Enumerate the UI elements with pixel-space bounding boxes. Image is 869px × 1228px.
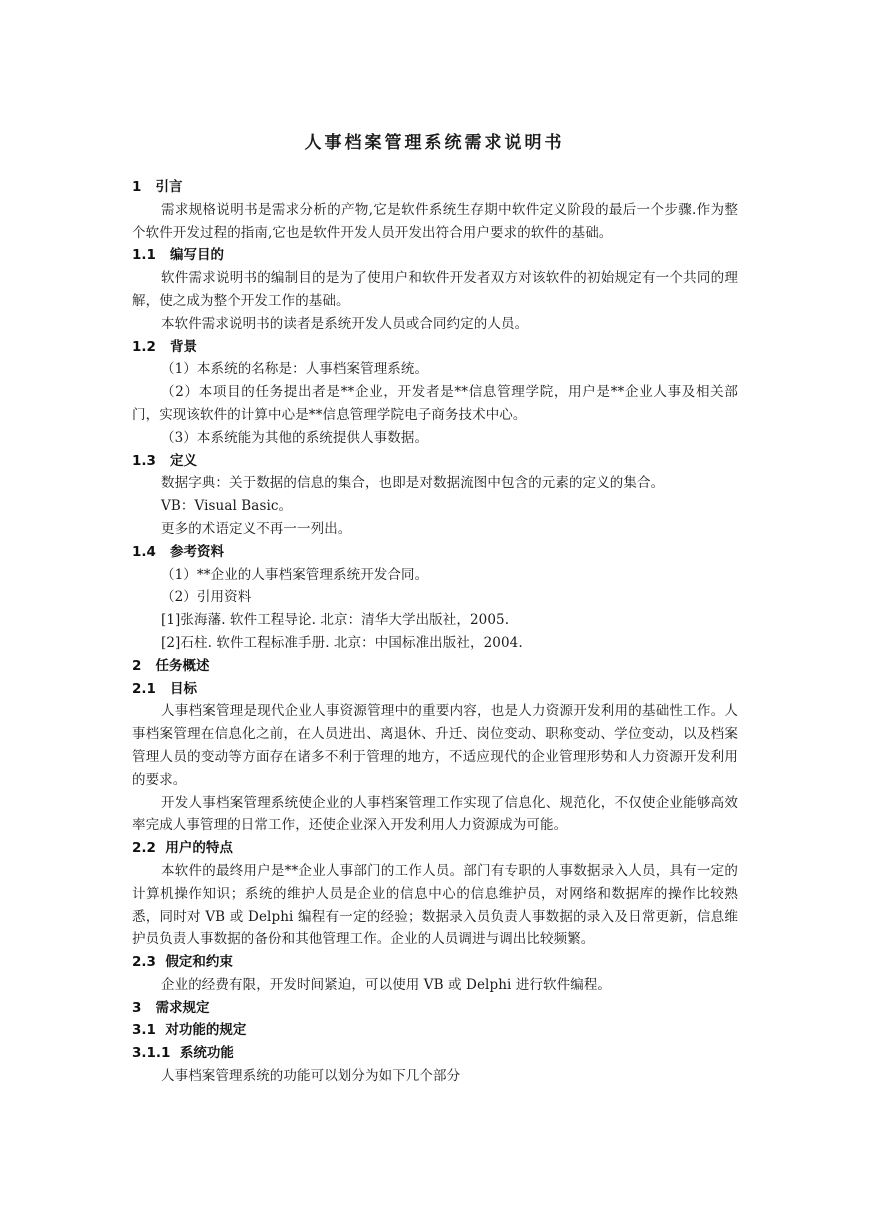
- document-body: [132, 176, 738, 1088]
- section-1-2-item-3: （3）本系统能为其他的系统提供人事数据。: [161, 429, 429, 446]
- definition-more: 更多的术语定义不再一一列出。: [161, 520, 352, 537]
- section-1-2-item-1: （1）本系统的名称是：人事档案管理系统。: [161, 361, 429, 378]
- section-2-1-paragraph-2: 开发人事档案管理系统使企业的人事档案管理工作实现了信息化、规范化，不仅使企业能够高效率完成人事管理的日常工作，还使企业深入开发利用人力资源成为可能。: [132, 794, 738, 834]
- section-2-2-paragraph: 本软件的最终用户是**企业人事部门的工作人员。部门有专职的人事数据录入人员，具有一定的计算机操作知识；系统的维护人员是企业的信息中心的信息维护员，对网络和数据库的操作比较熟悉，同时对 VB 或 Delphi 编程有一定的经验；数据录入员负责人事数据的录入及日常更新，信息维护员负责人事数据的备份和其他管理工作。企业的人员调进与调出比较频繁。: [132, 862, 738, 948]
- section-3-heading: 3 需求规定: [132, 999, 210, 1016]
- section-1-2-item-2: （2）本项目的任务提出者是**企业，开发者是**信息管理学院，用户是**企业人事及相关部门，实现该软件的计算中心是**信息管理学院电子商务技术中心。: [132, 384, 738, 423]
- section-2-heading: 2 任务概述: [132, 657, 210, 674]
- reference-citation-2: [2]石柱. 软件工程标准手册. 北京：中国标准出版社，2004.: [161, 634, 523, 651]
- definition-vb: VB：Visual Basic。: [161, 498, 293, 515]
- section-3-1-1-heading: 3.1.1 系统功能: [132, 1045, 234, 1062]
- section-1-1-paragraph-2: 本软件需求说明书的读者是系统开发人员或合同约定的人员。: [161, 315, 529, 332]
- section-1-3-heading: 1.3 定义: [132, 452, 198, 469]
- section-2-2-heading: 2.2 用户的特点: [132, 840, 233, 857]
- section-3-1-heading: 3.1 对功能的规定: [132, 1022, 247, 1039]
- section-1-4-heading: 1.4 参考资料: [132, 543, 225, 560]
- reference-item-1: （1）**企业的人事档案管理系统开发合同。: [161, 566, 429, 583]
- section-2-1-paragraph-1: 人事档案管理是现代企业人事资源管理中的重要内容，也是人力资源开发利用的基础性工作。人事档案管理在信息化之前，在人员进出、离退休、升迁、岗位变动、职称变动、学位变动，以及档案管理人员的变动等方面存在诸多不利于管理的地方，不适应现代的企业管理形势和人力资源开发利用的要求。: [132, 703, 738, 788]
- section-1-paragraph: 需求规格说明书是需求分析的产物,它是软件系统生存期中软件定义阶段的最后一个步骤.作为整个软件开发过程的指南,它也是软件开发人员开发出符合用户要求的软件的基础。: [132, 201, 738, 241]
- section-3-1-1-paragraph: 人事档案管理系统的功能可以划分为如下几个部分: [161, 1068, 461, 1085]
- section-1-1-paragraph-1: 软件需求说明书的编制目的是为了使用户和软件开发者双方对该软件的初始规定有一个共同的理解，使之成为整个开发工作的基础。: [132, 270, 738, 309]
- section-1-1-heading: 1.1 编写目的: [132, 247, 225, 264]
- section-1-2-heading: 1.2 背景: [132, 338, 198, 355]
- section-2-3-heading: 2.3 假定和约束: [132, 954, 233, 971]
- definition-data-dictionary: 数据字典：关于数据的信息的集合，也即是对数据流图中包含的元素的定义的集合。: [161, 475, 665, 492]
- document-title: 人事档案管理系统需求说明书: [304, 133, 565, 153]
- reference-citation-1: [1]张海藩. 软件工程导论. 北京：清华大学出版社，2005.: [161, 612, 510, 629]
- section-2-1-heading: 2.1 目标: [132, 680, 198, 697]
- section-1-heading: 1 引言: [132, 179, 183, 195]
- section-2-3-paragraph: 企业的经费有限，开发时间紧迫，可以使用 VB 或 Delphi 进行软件编程。: [161, 976, 612, 993]
- reference-item-2: （2）引用资料: [161, 589, 252, 606]
